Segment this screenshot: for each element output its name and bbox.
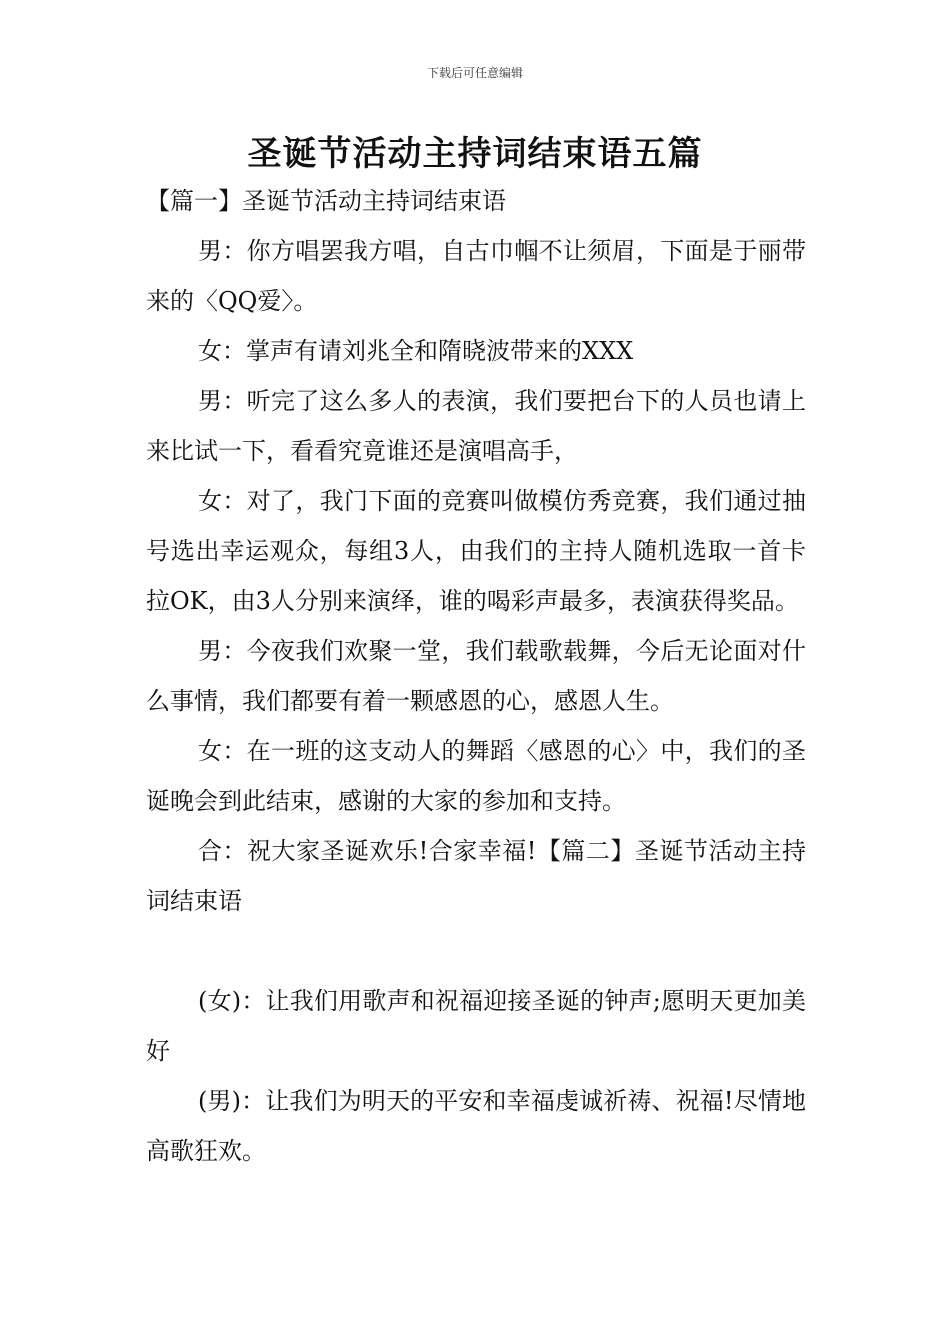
paragraph: (女)：让我们用歌声和祝福迎接圣诞的钟声;愿明天更加美好 (146, 987, 806, 1065)
paragraph: 男：你方唱罢我方唱，自古巾帼不让须眉，下面是于丽带来的〈QQ爱〉。 (146, 237, 806, 315)
page-header-note: 下载后可任意编辑 (426, 66, 523, 80)
paragraph: 女：在一班的这支动人的舞蹈〈感恩的心〉中，我们的圣诞晚会到此结束，感谢的大家的参加和支持。 (146, 737, 806, 815)
paragraph: 男：听完了这么多人的表演，我们要把台下的人员也请上来比试一下，看看究竟谁还是演唱高手， (146, 387, 806, 465)
paragraph: 合：祝大家圣诞欢乐!合家幸福!【篇二】圣诞节活动主持词结束语 (146, 837, 806, 915)
document-title: 圣诞节活动主持词结束语五篇 (247, 134, 703, 174)
paragraph: 男：今夜我们欢聚一堂，我们载歌载舞，今后无论面对什么事情，我们都要有着一颗感恩的心，感恩人生。 (146, 637, 806, 715)
paragraph: 女：掌声有请刘兆全和隋晓波带来的XXX (198, 337, 634, 365)
section-heading: 【篇一】圣诞节活动主持词结束语 (146, 187, 506, 215)
document-body (146, 176, 806, 1176)
paragraph: (男)：让我们为明天的平安和幸福虔诚祈祷、祝福!尽情地高歌狂欢。 (146, 1087, 806, 1165)
paragraph: 女：对了，我门下面的竞赛叫做模仿秀竞赛，我们通过抽号选出幸运观众，每组3人，由我们的主持人随机选取一首卡拉OK，由3人分别来演绎，谁的喝彩声最多，表演获得奖品。 (146, 487, 806, 615)
blank-line (146, 926, 806, 976)
